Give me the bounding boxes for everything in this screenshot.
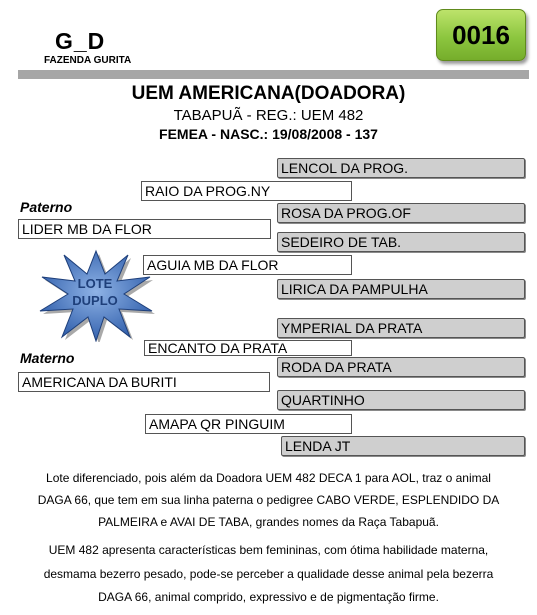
- pedigree-dam: AMERICANA DA BURITI: [18, 372, 270, 392]
- description-line-5: desmama bezerro pesado, pode-se perceber a qualidade desse animal pela bezerra: [43, 567, 494, 581]
- pedigree-dam-sire-sire: YMPERIAL DA PRATA: [277, 318, 525, 338]
- badge-line1: LOTE: [77, 276, 113, 291]
- sex-birth-date: FEMEA - NASC.: 19/08/2008 - 137: [159, 126, 378, 142]
- breed-registration: TABAPUÃ - REG.: UEM 482: [173, 107, 364, 124]
- pedigree-dam-dam-dam: LENDA JT: [281, 436, 525, 456]
- description-line-2: DAGA 66, que tem em sua linha paterna o pedigree CABO VERDE, ESPLENDIDO DA: [37, 493, 500, 507]
- farm-name: FAZENDA GURITA: [44, 55, 132, 66]
- pedigree-dam-dam: AMAPA QR PINGUIM: [145, 414, 352, 434]
- pedigree-sire-sire-sire: LENCOL DA PROG.: [277, 158, 525, 178]
- pedigree-dam-dam-sire: QUARTINHO: [277, 390, 525, 410]
- animal-name: UEM AMERICANA(DOADORA): [131, 83, 406, 104]
- lot-number: 0016: [452, 19, 510, 50]
- description-line-1: Lote diferenciado, pois além da Doadora UEM 482 DECA 1 para AOL, traz o animal: [46, 471, 491, 485]
- badge-line2: DUPLO: [72, 293, 118, 308]
- pedigree-sire-dam-dam: LIRICA DA PAMPULHA: [277, 279, 525, 299]
- description-line-6: DAGA 66, animal comprido, expressivo e de pigmentação firme.: [98, 590, 439, 604]
- pedigree-dam-sire-dam: RODA DA PRATA: [277, 357, 525, 377]
- pedigree-sire-dam-sire: SEDEIRO DE TAB.: [277, 232, 525, 252]
- pedigree-sire: LIDER MB DA FLOR: [18, 219, 271, 239]
- paternal-label: Paterno: [20, 199, 73, 215]
- pedigree-dam-sire: ENCANTO DA PRATA: [144, 340, 352, 356]
- pedigree-sire-dam: AGUIA MB DA FLOR: [143, 255, 352, 275]
- pedigree-sire-sire-dam: ROSA DA PROG.OF: [277, 203, 525, 223]
- description-line-4: UEM 482 apresenta características bem femininas, com ótima habilidade materna,: [48, 543, 489, 557]
- header-divider: [18, 70, 529, 79]
- lot-number-badge: [436, 9, 526, 61]
- maternal-label: Materno: [20, 350, 75, 366]
- farm-logo: G_D: [55, 28, 106, 54]
- description-line-3: PALMEIRA e AVAI DE TABA, grandes nomes da Raça Tabapuã.: [98, 515, 439, 529]
- pedigree-sire-sire: RAIO DA PROG.NY: [141, 181, 352, 201]
